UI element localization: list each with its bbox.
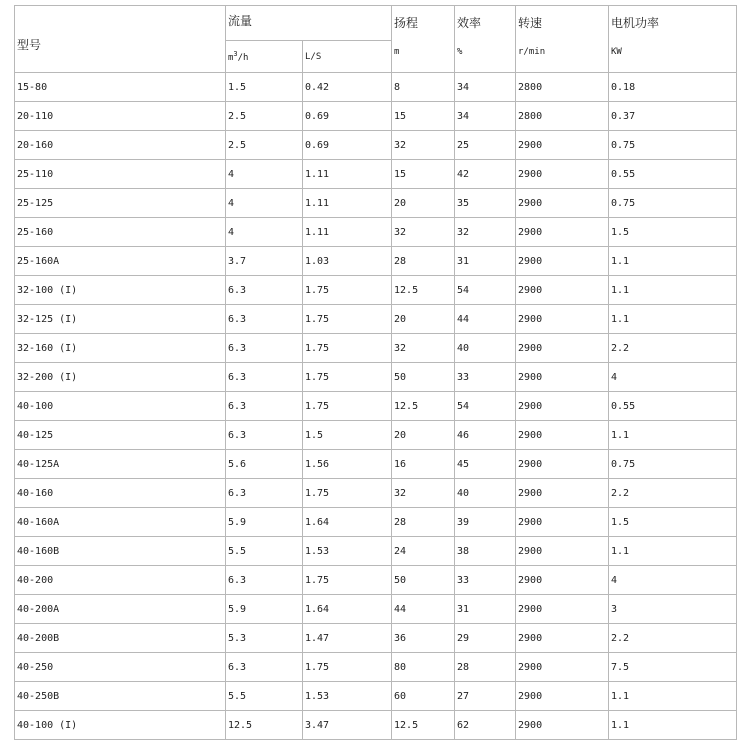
cell-flow-ls: 1.53 (303, 682, 392, 711)
cell-power: 2.2 (609, 624, 737, 653)
cell-head: 60 (392, 682, 455, 711)
table-row (15, 508, 737, 537)
pump-spec-table (14, 5, 737, 740)
cell-head: 12.5 (392, 276, 455, 305)
cell-head: 80 (392, 653, 455, 682)
cell-flow-ls: 1.11 (303, 189, 392, 218)
cell-flow-m3h: 1.5 (226, 73, 303, 102)
cell-flow-m3h: 6.3 (226, 421, 303, 450)
cell-speed: 2900 (516, 247, 609, 276)
table-row (15, 218, 737, 247)
cell-flow-m3h: 6.3 (226, 276, 303, 305)
cell-head: 20 (392, 305, 455, 334)
cell-speed: 2900 (516, 276, 609, 305)
cell-flow-ls: 1.5 (303, 421, 392, 450)
header-power-unit: KW (611, 47, 622, 57)
cell-efficiency: 45 (455, 450, 516, 479)
cell-flow-ls: 1.56 (303, 450, 392, 479)
cell-flow-ls: 1.75 (303, 479, 392, 508)
cell-efficiency: 39 (455, 508, 516, 537)
cell-flow-m3h: 6.3 (226, 653, 303, 682)
cell-speed: 2900 (516, 624, 609, 653)
cell-power: 1.1 (609, 276, 737, 305)
header-power-label: 电机功率 (611, 16, 660, 30)
table-row (15, 624, 737, 653)
table-row (15, 131, 737, 160)
cell-efficiency: 33 (455, 363, 516, 392)
table-body (15, 73, 737, 740)
cell-efficiency: 40 (455, 479, 516, 508)
cell-head: 15 (392, 160, 455, 189)
cell-model: 40-125 (15, 421, 226, 450)
cell-efficiency: 25 (455, 131, 516, 160)
table-row (15, 305, 737, 334)
cell-model: 32-100 (I) (15, 276, 226, 305)
cell-speed: 2900 (516, 450, 609, 479)
cell-power: 1.1 (609, 711, 737, 740)
cell-efficiency: 42 (455, 160, 516, 189)
cell-flow-m3h: 6.3 (226, 392, 303, 421)
cell-efficiency: 46 (455, 421, 516, 450)
unit-m3-suffix: /h (237, 53, 249, 63)
cell-flow-m3h: 5.9 (226, 508, 303, 537)
table-row (15, 392, 737, 421)
cell-speed: 2900 (516, 566, 609, 595)
unit-m3-sup: 3 (233, 50, 238, 58)
cell-speed: 2900 (516, 653, 609, 682)
cell-model: 15-80 (15, 73, 226, 102)
cell-head: 8 (392, 73, 455, 102)
cell-head: 32 (392, 131, 455, 160)
cell-efficiency: 62 (455, 711, 516, 740)
cell-power: 4 (609, 566, 737, 595)
cell-flow-m3h: 6.3 (226, 479, 303, 508)
cell-model: 40-100 (I) (15, 711, 226, 740)
cell-flow-ls: 1.64 (303, 508, 392, 537)
cell-power: 0.75 (609, 450, 737, 479)
cell-flow-m3h: 6.3 (226, 305, 303, 334)
cell-model: 40-250 (15, 653, 226, 682)
header-head-label: 扬程 (394, 16, 419, 30)
cell-power: 1.1 (609, 305, 737, 334)
cell-flow-ls: 1.75 (303, 392, 392, 421)
cell-model: 32-160 (I) (15, 334, 226, 363)
cell-power: 0.75 (609, 189, 737, 218)
cell-model: 32-125 (I) (15, 305, 226, 334)
cell-flow-m3h: 2.5 (226, 102, 303, 131)
cell-flow-ls: 1.03 (303, 247, 392, 276)
header-speed (516, 6, 609, 73)
cell-flow-m3h: 5.5 (226, 682, 303, 711)
cell-flow-ls: 1.75 (303, 363, 392, 392)
cell-power: 7.5 (609, 653, 737, 682)
cell-speed: 2900 (516, 363, 609, 392)
cell-speed: 2900 (516, 479, 609, 508)
cell-power: 1.1 (609, 682, 737, 711)
cell-model: 40-125A (15, 450, 226, 479)
cell-power: 3 (609, 595, 737, 624)
cell-flow-ls: 1.75 (303, 653, 392, 682)
cell-flow-m3h: 5.9 (226, 595, 303, 624)
cell-head: 50 (392, 566, 455, 595)
header-flow-unit-m3h (226, 41, 303, 73)
table-row (15, 334, 737, 363)
cell-speed: 2900 (516, 711, 609, 740)
cell-speed: 2900 (516, 421, 609, 450)
cell-power: 0.37 (609, 102, 737, 131)
header-speed-label: 转速 (518, 16, 543, 30)
table-row (15, 566, 737, 595)
cell-flow-m3h: 4 (226, 189, 303, 218)
table-row (15, 537, 737, 566)
cell-power: 1.1 (609, 537, 737, 566)
cell-efficiency: 29 (455, 624, 516, 653)
cell-flow-ls: 1.75 (303, 305, 392, 334)
cell-efficiency: 40 (455, 334, 516, 363)
cell-speed: 2900 (516, 508, 609, 537)
cell-flow-m3h: 6.3 (226, 566, 303, 595)
cell-model: 40-100 (15, 392, 226, 421)
table-row (15, 247, 737, 276)
cell-efficiency: 31 (455, 247, 516, 276)
cell-efficiency: 28 (455, 653, 516, 682)
cell-flow-m3h: 5.5 (226, 537, 303, 566)
cell-model: 20-160 (15, 131, 226, 160)
cell-head: 44 (392, 595, 455, 624)
cell-head: 28 (392, 508, 455, 537)
cell-flow-m3h: 12.5 (226, 711, 303, 740)
table-row (15, 363, 737, 392)
table-row (15, 276, 737, 305)
cell-efficiency: 32 (455, 218, 516, 247)
cell-flow-m3h: 4 (226, 160, 303, 189)
cell-power: 1.1 (609, 421, 737, 450)
header-speed-unit: r/min (518, 47, 546, 57)
cell-efficiency: 34 (455, 73, 516, 102)
cell-flow-ls: 1.64 (303, 595, 392, 624)
cell-head: 12.5 (392, 392, 455, 421)
header-model: 型号 (15, 6, 226, 73)
cell-efficiency: 44 (455, 305, 516, 334)
cell-efficiency: 34 (455, 102, 516, 131)
cell-power: 0.75 (609, 131, 737, 160)
cell-speed: 2900 (516, 189, 609, 218)
table-row (15, 682, 737, 711)
cell-model: 40-160A (15, 508, 226, 537)
cell-flow-ls: 1.75 (303, 276, 392, 305)
table-row (15, 653, 737, 682)
cell-power: 0.55 (609, 160, 737, 189)
cell-speed: 2900 (516, 218, 609, 247)
header-efficiency-unit: % (457, 47, 463, 57)
cell-head: 16 (392, 450, 455, 479)
cell-power: 1.1 (609, 247, 737, 276)
table-row (15, 711, 737, 740)
cell-model: 25-160 (15, 218, 226, 247)
cell-speed: 2800 (516, 102, 609, 131)
cell-speed: 2800 (516, 73, 609, 102)
cell-speed: 2900 (516, 160, 609, 189)
cell-flow-m3h: 2.5 (226, 131, 303, 160)
table-row (15, 450, 737, 479)
cell-model: 25-160A (15, 247, 226, 276)
cell-flow-ls: 1.47 (303, 624, 392, 653)
cell-flow-m3h: 6.3 (226, 363, 303, 392)
cell-model: 40-200 (15, 566, 226, 595)
table-row (15, 160, 737, 189)
cell-head: 12.5 (392, 711, 455, 740)
cell-model: 40-250B (15, 682, 226, 711)
cell-head: 36 (392, 624, 455, 653)
cell-power: 0.18 (609, 73, 737, 102)
cell-flow-m3h: 4 (226, 218, 303, 247)
cell-speed: 2900 (516, 392, 609, 421)
header-efficiency-label: 效率 (457, 16, 482, 30)
table-row (15, 189, 737, 218)
cell-model: 25-125 (15, 189, 226, 218)
cell-efficiency: 54 (455, 392, 516, 421)
cell-flow-ls: 1.53 (303, 537, 392, 566)
cell-flow-ls: 3.47 (303, 711, 392, 740)
table-row (15, 479, 737, 508)
cell-speed: 2900 (516, 305, 609, 334)
header-row-1 (15, 6, 737, 41)
cell-head: 50 (392, 363, 455, 392)
header-flow: 流量 (226, 6, 392, 41)
cell-flow-ls: 1.11 (303, 218, 392, 247)
cell-model: 32-200 (I) (15, 363, 226, 392)
table-row (15, 595, 737, 624)
header-head (392, 6, 455, 73)
unit-m3-prefix: m (228, 53, 234, 63)
cell-model: 40-200B (15, 624, 226, 653)
cell-flow-ls: 1.75 (303, 334, 392, 363)
cell-power: 4 (609, 363, 737, 392)
cell-head: 28 (392, 247, 455, 276)
cell-model: 25-110 (15, 160, 226, 189)
cell-speed: 2900 (516, 595, 609, 624)
table-row (15, 73, 737, 102)
cell-speed: 2900 (516, 334, 609, 363)
cell-head: 15 (392, 102, 455, 131)
table-row (15, 421, 737, 450)
cell-efficiency: 33 (455, 566, 516, 595)
cell-power: 2.2 (609, 334, 737, 363)
cell-model: 20-110 (15, 102, 226, 131)
cell-power: 0.55 (609, 392, 737, 421)
cell-flow-m3h: 6.3 (226, 334, 303, 363)
cell-head: 32 (392, 479, 455, 508)
cell-speed: 2900 (516, 537, 609, 566)
cell-flow-ls: 0.42 (303, 73, 392, 102)
cell-head: 24 (392, 537, 455, 566)
cell-flow-m3h: 3.7 (226, 247, 303, 276)
cell-speed: 2900 (516, 131, 609, 160)
cell-power: 1.5 (609, 508, 737, 537)
cell-efficiency: 31 (455, 595, 516, 624)
cell-model: 40-160 (15, 479, 226, 508)
cell-flow-ls: 0.69 (303, 131, 392, 160)
cell-power: 2.2 (609, 479, 737, 508)
table-header (15, 6, 737, 73)
table-row (15, 102, 737, 131)
cell-efficiency: 35 (455, 189, 516, 218)
cell-head: 32 (392, 218, 455, 247)
header-power (609, 6, 737, 73)
header-efficiency (455, 6, 516, 73)
header-head-unit: m (394, 47, 400, 57)
cell-efficiency: 27 (455, 682, 516, 711)
cell-head: 20 (392, 421, 455, 450)
cell-flow-ls: 1.11 (303, 160, 392, 189)
cell-head: 20 (392, 189, 455, 218)
cell-flow-m3h: 5.3 (226, 624, 303, 653)
cell-model: 40-200A (15, 595, 226, 624)
cell-efficiency: 38 (455, 537, 516, 566)
cell-efficiency: 54 (455, 276, 516, 305)
cell-flow-ls: 0.69 (303, 102, 392, 131)
cell-model: 40-160B (15, 537, 226, 566)
cell-head: 32 (392, 334, 455, 363)
cell-speed: 2900 (516, 682, 609, 711)
cell-power: 1.5 (609, 218, 737, 247)
header-flow-unit-ls: L/S (303, 41, 392, 73)
cell-flow-m3h: 5.6 (226, 450, 303, 479)
cell-flow-ls: 1.75 (303, 566, 392, 595)
